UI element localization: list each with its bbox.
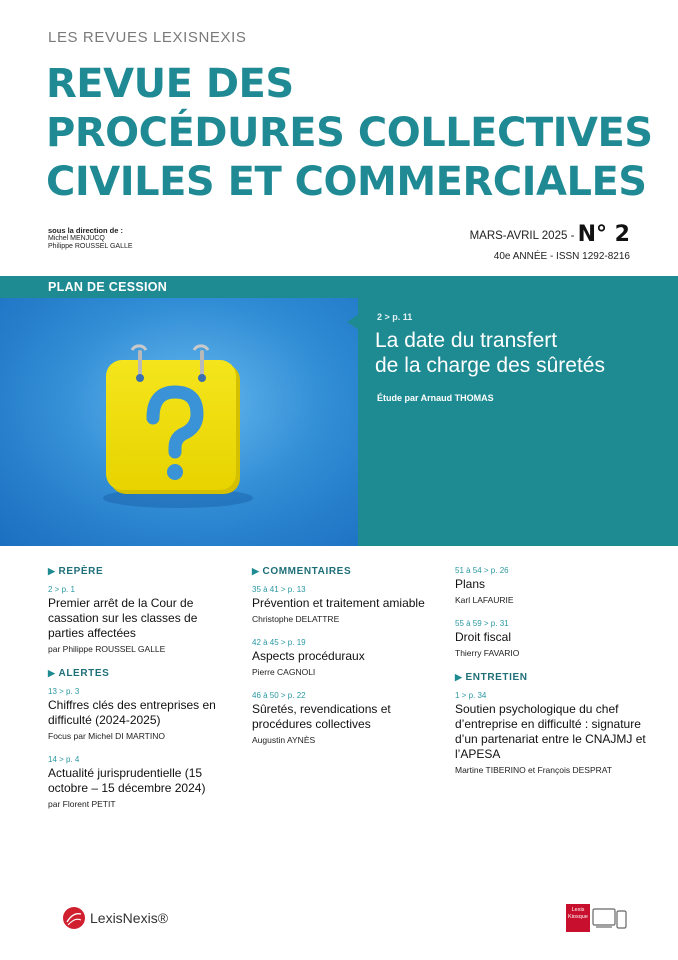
direction-label: sous la direction de :	[48, 226, 124, 235]
lexis-kiosque-badge	[566, 904, 590, 932]
toc-column-1	[48, 566, 233, 823]
entry-ref: 2 > p. 1	[48, 585, 75, 594]
toc-entry[interactable]	[48, 585, 233, 654]
entry-ref: 55 à 59 > p. 31	[455, 619, 509, 628]
entry-title: Actualité jurisprudentielle (15 octobre – 15 décembre 2024)	[48, 766, 206, 795]
journal-title	[46, 60, 666, 207]
issue-info	[470, 222, 630, 262]
entry-ref: 1 > p. 34	[455, 691, 487, 700]
kiosque-line: Kiosque	[568, 914, 588, 920]
cover-photo	[0, 298, 358, 546]
entry-title: Premier arrêt de la Cour de cassation sur les classes de parties affectées	[48, 596, 198, 640]
title-line: PROCÉDURES COLLECTIVES	[46, 110, 653, 156]
publisher-name: LexisNexis®	[90, 910, 169, 926]
entry-ref: 13 > p. 3	[48, 687, 80, 696]
toc-entry[interactable]	[252, 585, 437, 624]
feature-title-line: de la charge des sûretés	[375, 354, 605, 377]
feature-section-label: PLAN DE CESSION	[0, 276, 358, 298]
feature-title-line: La date du transfert	[375, 329, 558, 352]
feature-title[interactable]	[375, 328, 665, 378]
title-line: REVUE DES	[46, 61, 294, 107]
section-heading-entretien: ▶ ENTRETIEN	[455, 672, 528, 683]
entry-author: Augustin AYNÈS	[252, 735, 316, 745]
title-line: CIVILES ET COMMERCIALES	[46, 159, 647, 205]
calendar-question-illustration	[0, 298, 358, 546]
toc-entry[interactable]	[48, 755, 233, 809]
director-name: Philippe ROUSSEL GALLE	[48, 243, 133, 250]
issue-year: 40e ANNÉE - ISSN 1292-8216	[493, 251, 630, 262]
entry-title: Plans	[455, 577, 486, 591]
feature-author: Étude par Arnaud THOMAS	[377, 393, 494, 403]
entry-title: Droit fiscal	[455, 630, 512, 644]
section-heading-repere: ▶ REPÈRE	[48, 566, 104, 577]
section-heading-alertes: ▶ ALERTES	[48, 668, 110, 679]
issue-date: MARS-AVRIL 2025 -	[469, 230, 575, 242]
toc-entry[interactable]	[252, 691, 437, 745]
feature-pointer	[347, 314, 359, 330]
toc-entry[interactable]	[48, 687, 233, 741]
entry-ref: 14 > p. 4	[48, 755, 80, 764]
entry-author: Karl LAFAURIE	[455, 595, 514, 605]
editorial-direction	[48, 227, 133, 251]
entry-ref: 42 à 45 > p. 19	[252, 638, 306, 647]
entry-author: par Philippe ROUSSEL GALLE	[48, 644, 166, 654]
entry-ref: 35 à 41 > p. 13	[252, 585, 306, 594]
entry-title: Prévention et traitement amiable	[252, 596, 425, 610]
entry-author: Pierre CAGNOLI	[252, 667, 316, 677]
kiosque-line: Lexis	[571, 907, 585, 913]
triangle-bullet-icon: ▶	[48, 668, 56, 678]
entry-title: Soutien psychologique du chef d’entreprise en difficulté : signature d’un partenariat entre le CNAJMJ et l’APESA	[455, 702, 646, 761]
triangle-bullet-icon: ▶	[48, 566, 56, 576]
lexisnexis-emblem-icon	[62, 906, 86, 930]
entry-title: Aspects procéduraux	[252, 649, 365, 663]
triangle-bullet-icon: ▶	[455, 672, 463, 682]
director-name: Michel MENJUCQ	[48, 235, 105, 242]
devices-icon	[592, 906, 632, 932]
series-label: LES REVUES LEXISNEXIS	[48, 29, 247, 46]
entry-ref: 51 à 54 > p. 26	[455, 566, 509, 575]
entry-author: par Florent PETIT	[48, 799, 116, 809]
toc-entry[interactable]	[455, 619, 655, 658]
entry-author: Focus par Michel DI MARTINO	[48, 731, 165, 741]
entry-author: Martine TIBERINO et François DESPRAT	[455, 765, 612, 775]
toc-entry[interactable]	[455, 691, 655, 775]
entry-author: Christophe DELATTRE	[252, 614, 340, 624]
toc-column-2	[252, 566, 437, 759]
toc-column-3	[455, 566, 655, 789]
toc-entry[interactable]	[252, 638, 437, 677]
issue-number: N° 2	[577, 222, 630, 247]
entry-ref: 46 à 50 > p. 22	[252, 691, 306, 700]
triangle-bullet-icon: ▶	[252, 566, 260, 576]
entry-title: Chiffres clés des entreprises en difficulté (2024-2025)	[48, 698, 216, 727]
entry-author: Thierry FAVARIO	[455, 648, 520, 658]
entry-title: Sûretés, revendications et procédures collectives	[252, 702, 391, 731]
toc-entry[interactable]	[455, 566, 655, 605]
section-heading-commentaires: ▶ COMMENTAIRES	[252, 566, 352, 577]
feature-ref: 2 > p. 11	[377, 312, 413, 322]
